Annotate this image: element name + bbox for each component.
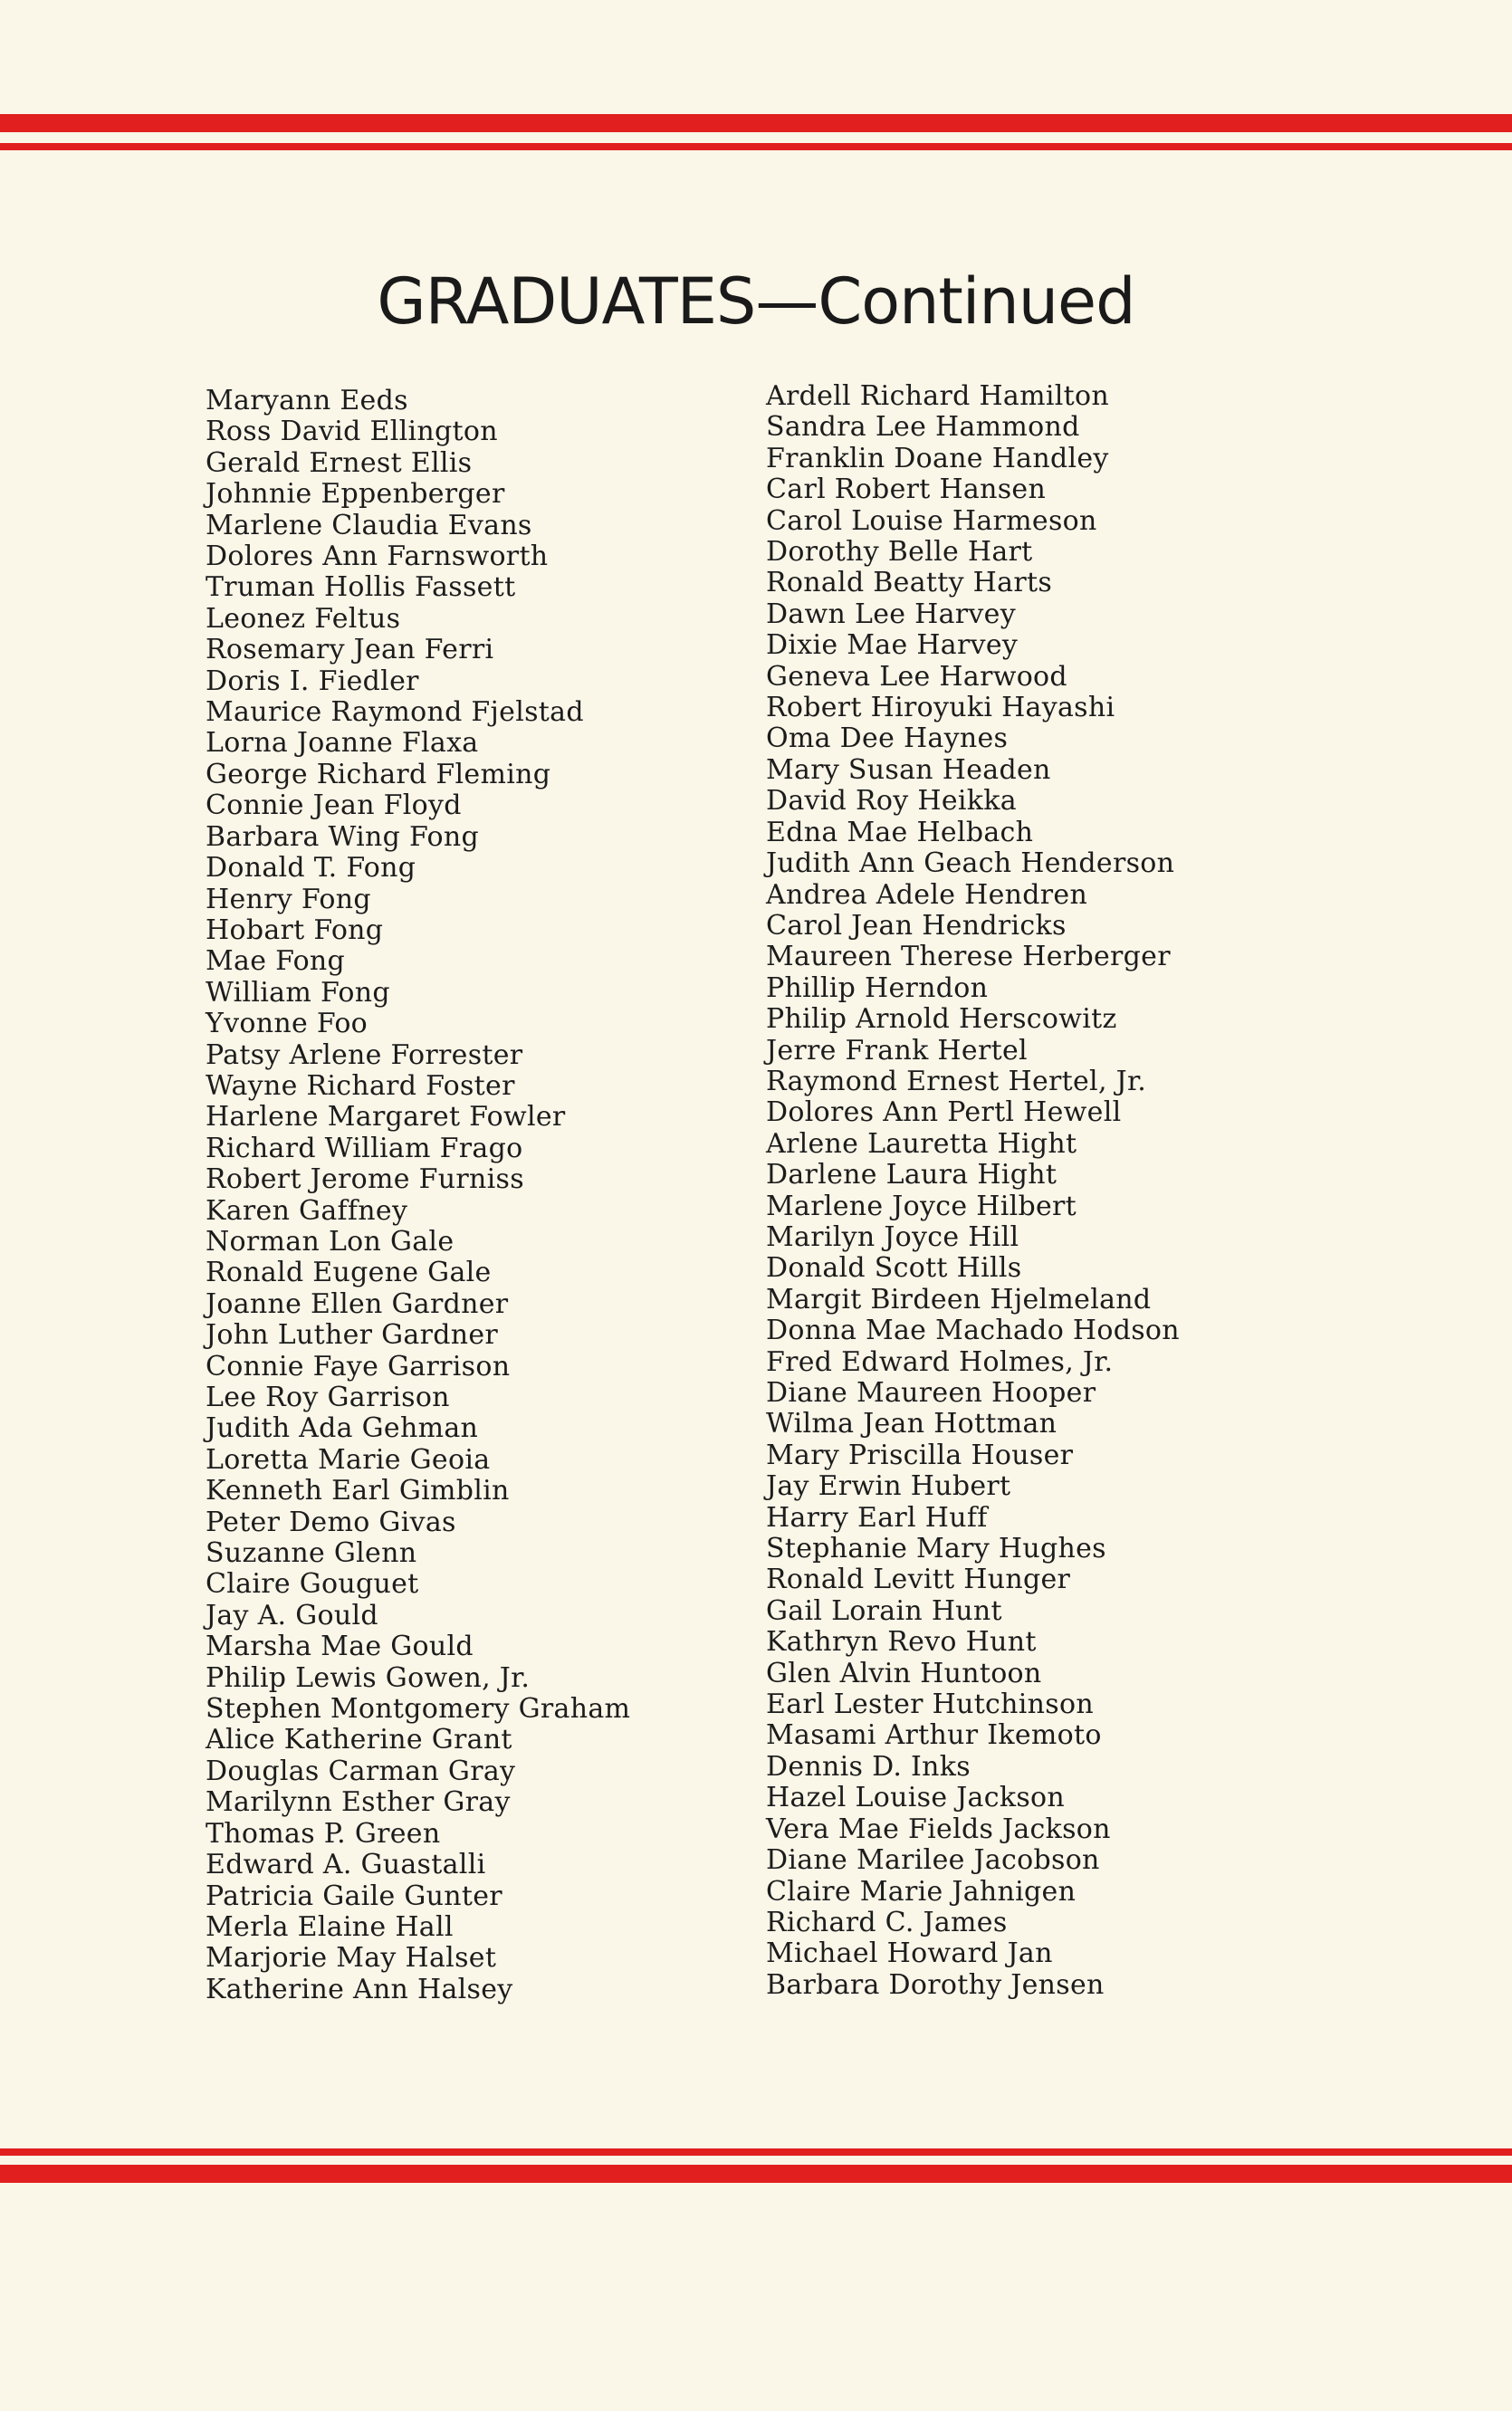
graduate-name: Donald T. Fong	[206, 852, 416, 885]
graduate-name: Dawn Lee Harvey	[766, 598, 1016, 630]
graduates-list-right	[766, 381, 1180, 2001]
graduate-name: Dixie Mae Harvey	[766, 629, 1019, 662]
graduate-name: Wayne Richard Foster	[206, 1069, 515, 1102]
graduate-name: Diane Marilee Jacobson	[766, 1844, 1100, 1877]
graduate-name: Merla Elaine Hall	[206, 1910, 454, 1943]
graduate-name: Jay A. Gould	[206, 1599, 378, 1631]
top-red-rule	[0, 114, 1512, 154]
graduate-name: Alice Katherine Grant	[206, 1724, 512, 1756]
graduate-name: Marilyn Joyce Hill	[766, 1220, 1019, 1253]
graduate-name: Lorna Joanne Flaxa	[206, 727, 479, 760]
graduate-name: Johnnie Eppenberger	[206, 478, 505, 511]
graduate-name: Katherine Ann Halsey	[206, 1973, 513, 2005]
graduate-name: Geneva Lee Harwood	[766, 660, 1067, 693]
graduate-name: Doris I. Fiedler	[206, 665, 419, 697]
graduate-name: Suzanne Glenn	[206, 1537, 417, 1570]
graduate-name: Glen Alvin Huntoon	[766, 1657, 1042, 1689]
graduate-name: Kathryn Revo Hunt	[766, 1626, 1037, 1659]
graduate-name: Mae Fong	[206, 945, 346, 978]
graduate-name: Gail Lorain Hunt	[766, 1594, 1002, 1627]
graduate-name: Philip Lewis Gowen, Jr.	[206, 1661, 531, 1694]
graduate-name: Donna Mae Machado Hodson	[766, 1315, 1180, 1347]
graduate-name: Gerald Ernest Ellis	[206, 446, 473, 479]
graduate-name: Connie Jean Floyd	[206, 789, 462, 822]
graduate-name: Stephanie Mary Hughes	[766, 1533, 1106, 1565]
graduate-name: Carol Jean Hendricks	[766, 909, 1067, 942]
graduate-name: Thomas P. Green	[206, 1817, 441, 1850]
graduate-name: Marilynn Esther Gray	[206, 1786, 511, 1819]
graduate-name: Robert Jerome Furniss	[206, 1163, 524, 1196]
graduate-name: Hobart Fong	[206, 914, 384, 946]
graduate-name: Norman Lon Gale	[206, 1225, 455, 1258]
graduate-name: Joanne Ellen Gardner	[206, 1287, 509, 1320]
graduate-name: Claire Gouguet	[206, 1568, 419, 1601]
page-title: GRADUATES—Continued	[377, 264, 1135, 339]
graduate-name: Maurice Raymond Fjelstad	[206, 696, 584, 729]
graduate-name: Harlene Margaret Fowler	[206, 1101, 566, 1134]
graduate-name: Darlene Laura Hight	[766, 1159, 1057, 1191]
graduate-name: Carol Louise Harmeson	[766, 504, 1097, 537]
graduate-name: Stephen Montgomery Graham	[206, 1693, 631, 1726]
graduate-name: Edward A. Guastalli	[206, 1849, 486, 1881]
graduate-name: Marsha Mae Gould	[206, 1631, 474, 1663]
bottom-rule-thin-line	[0, 2148, 1512, 2156]
graduate-name: Dorothy Belle Hart	[766, 536, 1033, 569]
graduate-name: Marlene Claudia Evans	[206, 509, 532, 541]
graduate-name: Patricia Gaile Gunter	[206, 1880, 502, 1912]
graduate-name: Karen Gaffney	[206, 1194, 408, 1227]
graduate-name: Patsy Arlene Forrester	[206, 1038, 523, 1071]
graduate-name: Richard William Frago	[206, 1132, 523, 1164]
graduate-name: Oma Dee Haynes	[766, 722, 1009, 755]
graduate-name: Margit Birdeen Hjelmeland	[766, 1283, 1152, 1316]
graduate-name: Vera Mae Fields Jackson	[766, 1813, 1111, 1845]
top-rule-thin-line	[0, 143, 1512, 150]
graduate-name: Franklin Doane Handley	[766, 442, 1109, 474]
graduate-name: Ronald Beatty Harts	[766, 567, 1053, 599]
graduate-name: Barbara Wing Fong	[206, 820, 479, 853]
graduate-name: Mary Susan Headen	[766, 753, 1051, 786]
graduate-name: Arlene Lauretta Hight	[766, 1127, 1077, 1160]
graduate-name: Harry Earl Huff	[766, 1501, 988, 1534]
graduate-name: Claire Marie Jahnigen	[766, 1875, 1077, 1908]
graduate-name: Jay Erwin Hubert	[766, 1470, 1011, 1503]
graduate-name: Jerre Frank Hertel	[766, 1034, 1028, 1067]
graduate-name: Dennis D. Inks	[766, 1750, 971, 1783]
graduate-name: Barbara Dorothy Jensen	[766, 1968, 1105, 2001]
graduate-name: Carl Robert Hansen	[766, 474, 1047, 506]
graduate-name: Ronald Eugene Gale	[206, 1257, 492, 1289]
graduate-name: William Fong	[206, 976, 390, 1009]
graduate-name: Peter Demo Givas	[206, 1506, 456, 1538]
graduate-name: Raymond Ernest Hertel, Jr.	[766, 1065, 1147, 1097]
graduate-name: Sandra Lee Hammond	[766, 411, 1080, 444]
bottom-red-rule	[0, 2148, 1512, 2188]
graduate-name: Judith Ada Gehman	[206, 1412, 479, 1445]
graduate-name: Rosemary Jean Ferri	[206, 634, 494, 666]
graduate-name: Ardell Richard Hamilton	[766, 380, 1109, 412]
graduate-name: Truman Hollis Fassett	[206, 571, 516, 604]
graduate-name: Douglas Carman Gray	[206, 1755, 516, 1787]
graduate-name: Edna Mae Helbach	[766, 816, 1034, 848]
graduate-name: Dolores Ann Pertl Hewell	[766, 1096, 1122, 1129]
graduate-name: John Luther Gardner	[206, 1319, 499, 1352]
graduate-name: Judith Ann Geach Henderson	[766, 847, 1175, 880]
graduate-name: Phillip Herndon	[766, 971, 989, 1004]
top-rule-thick-line	[0, 114, 1512, 132]
graduate-name: David Roy Heikka	[766, 785, 1017, 818]
graduate-name: Maryann Eeds	[206, 385, 408, 416]
graduate-name: Leonez Feltus	[206, 602, 401, 635]
graduate-name: Diane Maureen Hooper	[766, 1377, 1096, 1409]
bottom-rule-thick-line	[0, 2165, 1512, 2183]
graduate-name: Maureen Therese Herberger	[766, 941, 1171, 973]
graduate-name: Marjorie May Halset	[206, 1942, 497, 1975]
graduate-name: Andrea Adele Hendren	[766, 878, 1088, 911]
graduate-name: Earl Lester Hutchinson	[766, 1689, 1094, 1721]
graduate-name: Yvonne Foo	[206, 1008, 368, 1040]
graduate-name: Richard C. James	[766, 1906, 1008, 1938]
graduate-name: Mary Priscilla Houser	[766, 1439, 1074, 1471]
graduate-name: Ross David Ellington	[206, 416, 498, 448]
graduates-list-left	[206, 386, 630, 2005]
graduate-name: Marlene Joyce Hilbert	[766, 1190, 1077, 1222]
graduate-name: Robert Hiroyuki Hayashi	[766, 692, 1115, 724]
graduate-name: Donald Scott Hills	[766, 1252, 1022, 1285]
graduate-name: Loretta Marie Geoia	[206, 1443, 491, 1476]
graduate-name: Dolores Ann Farnsworth	[206, 541, 549, 573]
graduate-name: Henry Fong	[206, 883, 371, 915]
graduate-name: Hazel Louise Jackson	[766, 1782, 1065, 1814]
graduate-name: Philip Arnold Herscowitz	[766, 1003, 1117, 1036]
graduate-name: Wilma Jean Hottman	[766, 1408, 1057, 1440]
graduate-name: Kenneth Earl Gimblin	[206, 1475, 510, 1507]
graduate-name: Ronald Levitt Hunger	[766, 1564, 1071, 1596]
graduate-name: Fred Edward Holmes, Jr.	[766, 1345, 1114, 1378]
graduate-name: Lee Roy Garrison	[206, 1382, 450, 1413]
graduate-name: Masami Arthur Ikemoto	[766, 1719, 1102, 1752]
graduate-name: Connie Faye Garrison	[206, 1350, 511, 1382]
graduate-name: George Richard Fleming	[206, 758, 551, 790]
graduate-name: Michael Howard Jan	[766, 1937, 1053, 1970]
